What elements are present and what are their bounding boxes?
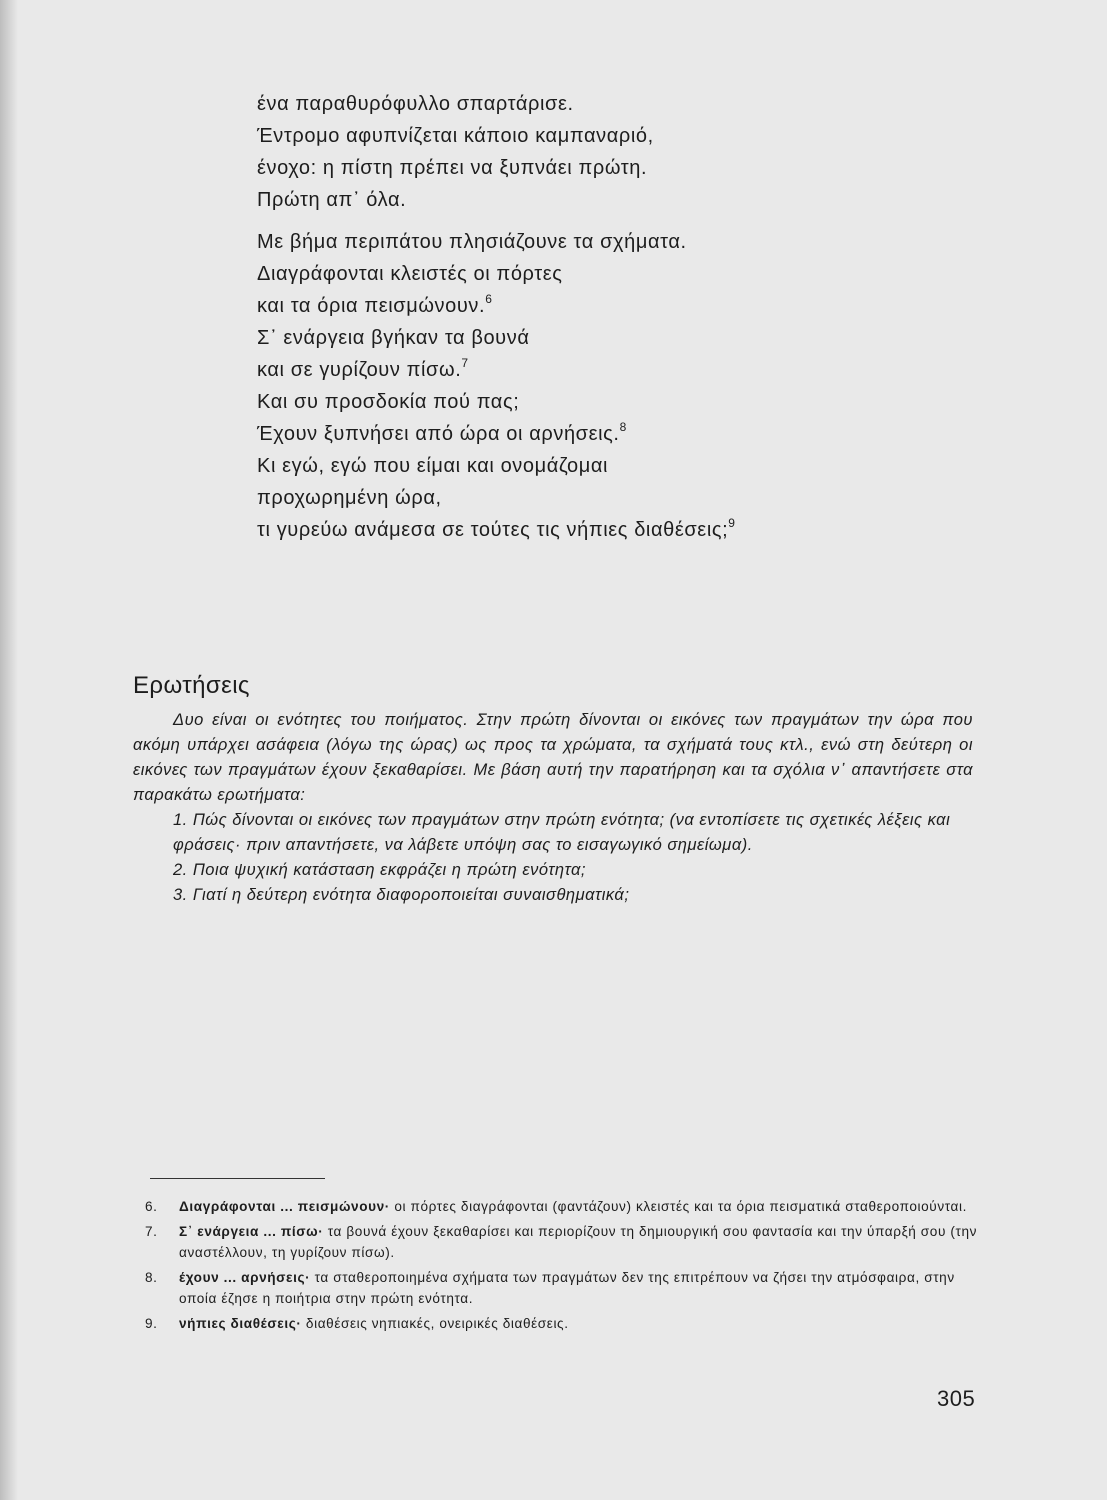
footnote-text: διαθέσεις νηπιακές, ονειρικές διαθέσεις.: [301, 1316, 569, 1331]
poem-line: Και συ προσδοκία πού πας;: [257, 391, 520, 413]
footnotes: [145, 1196, 980, 1338]
poem-line: Διαγράφονται κλειστές οι πόρτες: [257, 263, 563, 285]
footnote-mark: 9: [728, 516, 736, 530]
footnote-term: νήπιες διαθέσεις·: [179, 1316, 302, 1331]
footnote-text: τα σταθεροποιημένα σχήματα των πραγμάτων δεν της επιτρέπουν να ζήσει την ατμόσφαιρα, στην οποία έζησε η ποιήτρια στην πρώτη ενότητα.: [179, 1270, 955, 1306]
poem-line: Πρώτη απ᾽ όλα.: [257, 189, 407, 211]
question-item: 3. Γιατί η δεύτερη ενότητα διαφοροποιείται συναισθηματικά;: [173, 886, 630, 904]
poem-line: Σ᾽ ενάργεια βγήκαν τα βουνά: [257, 327, 530, 349]
footnote-text: οι πόρτες διαγράφονται (φαντάζουν) κλειστές και τα όρια πεισματικά σταθεροποιούνται.: [389, 1199, 967, 1214]
question-item: 1. Πώς δίνονται οι εικόνες των πραγμάτων στην πρώτη ενότητα; (να εντοπίσετε τις σχετικές λέξεις και φράσεις· πριν απαντήσετε, να λάβετε υπόψη σας το εισαγωγικό σημείωμα).: [173, 811, 951, 854]
footnote: [145, 1221, 980, 1263]
questions-heading: Ερωτήσεις: [133, 672, 250, 699]
footnote-number: 8.: [145, 1270, 158, 1285]
footnote-term: Σ᾽ ενάργεια ... πίσω·: [179, 1224, 324, 1239]
questions-section: [133, 708, 973, 908]
footnote-number: 7.: [145, 1224, 158, 1239]
footnote-mark: 6: [485, 292, 493, 306]
footnote-mark: 8: [619, 420, 627, 434]
footnote: [145, 1313, 980, 1334]
poem-excerpt: [257, 88, 957, 546]
footnote-text: τα βουνά έχουν ξεκαθαρίσει και περιορίζουν τη δημιουργική σου φαντασία και την ύπαρξή σου (την αναστέλλουν, τη γυρίζουν πίσω).: [179, 1224, 978, 1260]
poem-line: Έντρομο αφυπνίζεται κάποιο καμπαναριό,: [257, 125, 654, 147]
poem-line-text: τι γυρεύω ανάμεσα σε τούτες τις νήπιες διαθέσεις;: [257, 519, 729, 541]
footnote-divider: [150, 1178, 325, 1179]
question-item: 2. Ποια ψυχική κατάσταση εκφράζει η πρώτη ενότητα;: [173, 861, 586, 879]
poem-line: [257, 514, 957, 546]
questions-intro: Δυο είναι οι ενότητες του ποιήματος. Στην πρώτη δίνονται οι εικόνες των πραγμάτων την ώρα που ακόμη υπάρχει ασάφεια (λόγω της ώρας) ως προς τα χρώματα, τα σχήματά τους κτλ., ενώ στη δεύτερη οι εικόνες των πραγμάτων έχουν ξεκαθαρίσει. Με βάση αυτή την παρατήρηση και τα σχόλια ν᾽ απαντήσετε στα παρακάτω ερωτήματα:: [133, 711, 973, 804]
footnote-number: 9.: [145, 1316, 158, 1331]
poem-line-text: Έχουν ξυπνήσει από ώρα οι αρνήσεις.: [257, 423, 620, 445]
poem-line: [257, 418, 957, 450]
footnote-term: έχουν ... αρνήσεις·: [179, 1270, 311, 1285]
poem-line: προχωρημένη ώρα,: [257, 487, 442, 509]
poem-line: Κι εγώ, εγώ που είμαι και ονομάζομαι: [257, 455, 609, 477]
poem-line: [257, 354, 957, 386]
poem-line: [257, 290, 957, 322]
page-number: 305: [937, 1386, 976, 1411]
poem-line: Με βήμα περιπάτου πλησιάζουνε τα σχήματα.: [257, 231, 687, 253]
footnote-mark: 7: [461, 356, 469, 370]
footnote: [145, 1196, 980, 1217]
footnote-term: Διαγράφονται ... πεισμώνουν·: [179, 1199, 390, 1214]
page-edge-shadow: [0, 0, 18, 1500]
footnote-number: 6.: [145, 1199, 158, 1214]
poem-line-text: και σε γυρίζουν πίσω.: [257, 359, 462, 381]
footnote: [145, 1267, 980, 1309]
poem-line: ένοχο: η πίστη πρέπει να ξυπνάει πρώτη.: [257, 157, 648, 179]
poem-line: ένα παραθυρόφυλλο σπαρτάρισε.: [257, 93, 574, 115]
poem-line-text: και τα όρια πεισμώνουν.: [257, 295, 486, 317]
